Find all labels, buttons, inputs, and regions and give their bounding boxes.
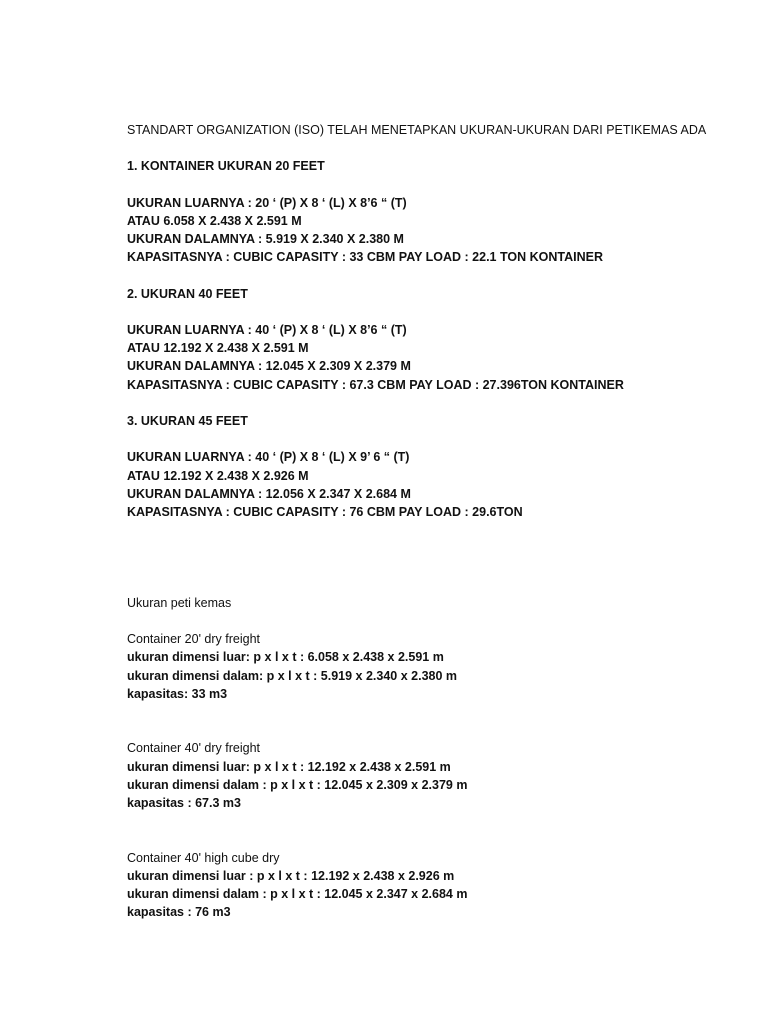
container-title: Container 40' high cube dry	[127, 850, 280, 865]
section-line: UKURAN LUARNYA : 40 ‘ (P) X 8 ‘ (L) X 8’6 “ (T)	[127, 323, 407, 338]
spacer	[127, 267, 747, 285]
spacer	[127, 521, 747, 576]
section-line: UKURAN LUARNYA : 40 ‘ (P) X 8 ‘ (L) X 9’ 6 “ (T)	[127, 450, 410, 465]
container-line: ukuran dimensi dalam: p x l x t : 5.919 x 2.340 x 2.380 m	[127, 668, 458, 683]
container-line: ukuran dimensi luar : p x l x t : 12.192 x 2.438 x 2.926 m	[127, 868, 455, 883]
section-line: UKURAN LUARNYA : 20 ‘ (P) X 8 ‘ (L) X 8’6 “ (T)	[127, 195, 407, 210]
section-heading: 1. KONTAINER UKURAN 20 FEET	[127, 159, 325, 174]
section-line: ATAU 6.058 X 2.438 X 2.591 M	[127, 213, 302, 228]
subtitle: Ukuran peti kemas	[127, 595, 232, 610]
spacer	[127, 303, 747, 321]
container-line: ukuran dimensi luar: p x l x t : 12.192 x 2.438 x 2.591 m	[127, 759, 451, 774]
section-heading: 3. UKURAN 45 FEET	[127, 414, 248, 428]
section-line: KAPASITASNYA : CUBIC CAPASITY : 76 CBM PAY LOAD : 29.6TON	[127, 504, 523, 519]
spacer	[127, 812, 747, 848]
spacer	[127, 176, 747, 194]
document-page	[127, 121, 747, 921]
spacer	[127, 394, 747, 412]
container-line: ukuran dimensi dalam : p x l x t : 12.045 x 2.347 x 2.684 m	[127, 886, 468, 901]
section-line: ATAU 12.192 X 2.438 X 2.926 M	[127, 468, 309, 483]
container-line: kapasitas : 67.3 m3	[127, 795, 241, 810]
section-line: UKURAN DALAMNYA : 12.045 X 2.309 X 2.379 M	[127, 359, 411, 374]
container-line: kapasitas: 33 m3	[127, 686, 228, 701]
section-heading: 2. UKURAN 40 FEET	[127, 286, 248, 301]
container-line: ukuran dimensi luar: p x l x t : 6.058 x 2.438 x 2.591 m	[127, 650, 444, 665]
spacer	[127, 430, 747, 448]
spacer	[127, 576, 747, 594]
section-line: UKURAN DALAMNYA : 5.919 X 2.340 X 2.380 M	[127, 232, 404, 247]
section-line: UKURAN DALAMNYA : 12.056 X 2.347 X 2.684 M	[127, 486, 411, 501]
spacer	[127, 703, 747, 739]
section-line: ATAU 12.192 X 2.438 X 2.591 M	[127, 341, 309, 356]
spacer	[127, 139, 747, 157]
container-title: Container 40' dry freight	[127, 741, 261, 756]
section-line: KAPASITASNYA : CUBIC CAPASITY : 67.3 CBM PAY LOAD : 27.396TON KONTAINER	[127, 377, 624, 392]
intro-text: STANDART ORGANIZATION (ISO) TELAH MENETAPKAN UKURAN-UKURAN DARI PETIKEMAS ADA	[127, 123, 707, 137]
spacer	[127, 612, 747, 630]
container-line: ukuran dimensi dalam : p x l x t : 12.045 x 2.309 x 2.379 m	[127, 777, 468, 792]
section-line: KAPASITASNYA : CUBIC CAPASITY : 33 CBM PAY LOAD : 22.1 TON KONTAINER	[127, 250, 603, 265]
container-line: kapasitas : 76 m3	[127, 905, 231, 920]
container-title: Container 20' dry freight	[127, 632, 261, 647]
